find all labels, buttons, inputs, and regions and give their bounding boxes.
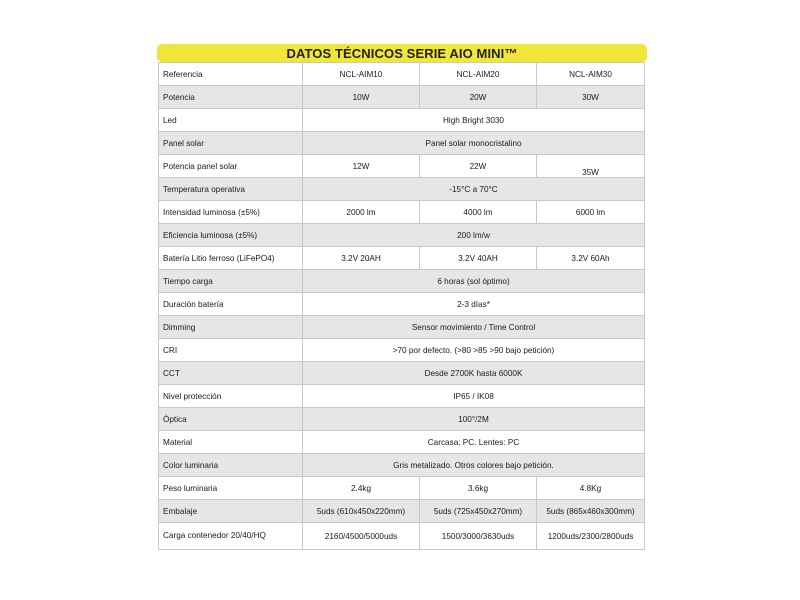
row-label: Nivel protección — [159, 385, 303, 408]
table-row — [159, 362, 645, 385]
row-label: Material — [159, 431, 303, 454]
cell-value: 22W — [420, 155, 537, 178]
cell-value: NCL-AIM10 — [303, 63, 420, 86]
row-label: Dimming — [159, 316, 303, 339]
row-label: Embalaje — [159, 500, 303, 523]
cell-value: -15°C a 70°C — [303, 178, 645, 201]
cell-value: Panel solar monocristalino — [303, 132, 645, 155]
table-row — [159, 523, 645, 550]
cell-value: 200 lm/w — [303, 224, 645, 247]
cell-value: >70 por defecto. (>80 >85 >90 bajo petición) — [303, 339, 645, 362]
row-label: Color luminaria — [159, 454, 303, 477]
row-label: Potencia — [159, 86, 303, 109]
table-row — [159, 155, 645, 178]
cell-value: 2160/4500/5000uds — [303, 523, 420, 550]
cell-value: 1500/3000/3630uds — [420, 523, 537, 550]
cell-value: NCL-AIM30 — [537, 63, 645, 86]
cell-value: 3.2V 60Ah — [537, 247, 645, 270]
table-row — [159, 500, 645, 523]
table-row — [159, 454, 645, 477]
cell-value: 2.4kg — [303, 477, 420, 500]
cell-value: 12W — [303, 155, 420, 178]
table-row — [159, 132, 645, 155]
row-label: Tiempo carga — [159, 270, 303, 293]
cell-value: 5uds (725x450x270mm) — [420, 500, 537, 523]
specs-table — [158, 62, 645, 550]
row-label: Led — [159, 109, 303, 132]
row-label: Batería Litio ferroso (LiFePO4) — [159, 247, 303, 270]
row-label: Eficiencia luminosa (±5%) — [159, 224, 303, 247]
cell-value: Carcasa: PC. Lentes: PC — [303, 431, 645, 454]
row-label: Potencia panel solar — [159, 155, 303, 178]
cell-value: 2-3 días* — [303, 293, 645, 316]
cell-value: 20W — [420, 86, 537, 109]
row-label: Peso luminaria — [159, 477, 303, 500]
cell-value: 4.8Kg — [537, 477, 645, 500]
row-label: Panel solar — [159, 132, 303, 155]
table-row — [159, 109, 645, 132]
cell-value: 5uds (610x450x220mm) — [303, 500, 420, 523]
table-row — [159, 293, 645, 316]
cell-value: 3.2V 20AH — [303, 247, 420, 270]
table-row — [159, 247, 645, 270]
cell-value: 5uds (865x460x300mm) — [537, 500, 645, 523]
cell-value: 10W — [303, 86, 420, 109]
row-label: Óptica — [159, 408, 303, 431]
row-label: Referencia — [159, 63, 303, 86]
row-label: CCT — [159, 362, 303, 385]
cell-value: NCL-AIM20 — [420, 63, 537, 86]
row-label: CRI — [159, 339, 303, 362]
cell-value: 30W — [537, 86, 645, 109]
row-label: Duración batería — [159, 293, 303, 316]
row-label: Temperatura operativa — [159, 178, 303, 201]
cell-value: 3.6kg — [420, 477, 537, 500]
table-row — [159, 178, 645, 201]
table-row — [159, 477, 645, 500]
row-label: Intensidad luminosa (±5%) — [159, 201, 303, 224]
cell-value: 6 horas (sol óptimo) — [303, 270, 645, 293]
table-row — [159, 408, 645, 431]
cell-value: Gris metalizado. Otros colores bajo petición. — [303, 454, 645, 477]
cell-value: Desde 2700K hasta 6000K — [303, 362, 645, 385]
table-row — [159, 201, 645, 224]
table-row — [159, 385, 645, 408]
cell-value: 1200uds/2300/2800uds — [537, 523, 645, 550]
cell-value: IP65 / IK08 — [303, 385, 645, 408]
cell-value: 2000 lm — [303, 201, 420, 224]
table-row — [159, 316, 645, 339]
row-label: Carga contenedor 20/40/HQ — [159, 523, 303, 550]
table-row — [159, 339, 645, 362]
table-row — [159, 86, 645, 109]
table-row — [159, 224, 645, 247]
table-title: DATOS TÉCNICOS SERIE AIO MINI™ — [157, 44, 647, 62]
cell-value: 3.2V 40AH — [420, 247, 537, 270]
cell-value: 6000 lm — [537, 201, 645, 224]
cell-value: 4000 lm — [420, 201, 537, 224]
cell-value: 35W — [537, 155, 645, 178]
table-row — [159, 270, 645, 293]
cell-value: 100°/2M — [303, 408, 645, 431]
cell-value: High Bright 3030 — [303, 109, 645, 132]
cell-value: Sensor movimiento / Time Control — [303, 316, 645, 339]
table-row — [159, 63, 645, 86]
table-row — [159, 431, 645, 454]
